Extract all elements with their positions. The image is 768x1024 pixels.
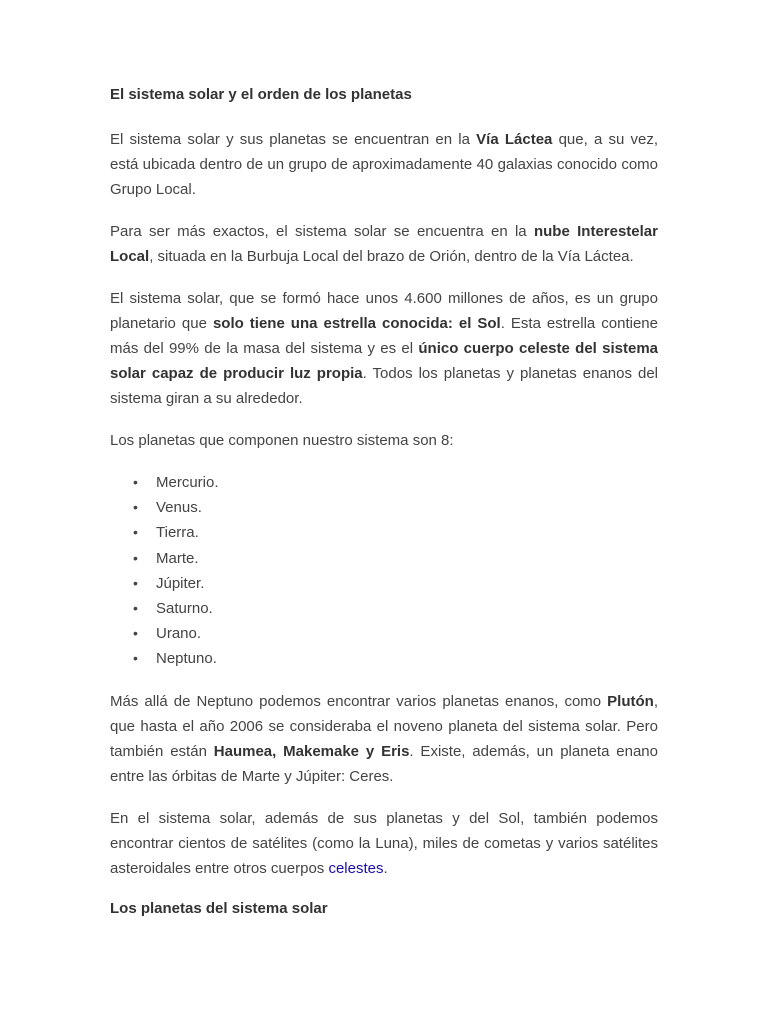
text-run: . Esta estrella contiene más del 99% de la masa del sistema y es el [110,315,658,357]
paragraph-via-lactea [110,127,658,202]
text-run: que, a su vez, está ubicada dentro de un grupo de aproximadamente 40 galaxias conocido como Grupo Local. [110,131,658,198]
planet-name: Urano. [156,625,202,643]
list-item [110,546,658,571]
bullet-icon: • [133,600,138,617]
text-run: En el sistema solar, además de sus planetas y del Sol, también podemos encontrar cientos de satélites (como la Luna), miles de cometas y varios satélites asteroidales entre otros cuerpos [110,809,658,877]
paragraph-planetas-intro: Los planetas que componen nuestro sistema son 8: [110,432,454,449]
paragraph-planetas-enanos [110,689,658,789]
list-item [110,520,658,545]
text-run: Para ser más exactos, el sistema solar se encuentra en la [110,223,534,240]
list-item [110,596,658,621]
text-run: Más allá de Neptuno podemos encontrar varios planetas enanos, como [110,692,608,710]
planet-name: Mercurio. [156,474,219,491]
text-run: , que hasta el año 2006 se consideraba el noveno planeta del sistema solar. Pero también están [110,692,658,760]
text-run: El sistema solar y sus planetas se encuentran en la [110,131,477,148]
list-item [110,495,658,520]
bullet-icon: • [133,499,138,516]
planet-name: Marte. [156,549,199,567]
bold-via-lactea: Vía Láctea [476,131,553,148]
planet-name: Saturno. [156,600,213,618]
planet-name: Neptuno. [156,650,217,668]
text-run: , situada en la Burbuja Local del brazo de Orión, dentro de la Vía Láctea. [149,248,634,265]
paragraph-nube-interestelar [110,219,658,269]
bold-haumea-makemake-eris: Haumea, Makemake y Eris [213,742,410,760]
planet-name: Júpiter. [156,574,205,592]
bullet-icon: • [133,474,138,490]
planet-name: Venus. [156,499,202,517]
text-run: . Todos los planetas y planetas enanos del sistema giran a su alrededor. [110,365,659,407]
bullet-icon: • [133,574,138,591]
paragraph-sol [110,286,658,411]
text-run: . [383,859,388,877]
text-run: El sistema solar, que se formó hace unos 4.600 millones de años, es un grupo planetario que [110,290,658,332]
section-heading-planetas: Los planetas del sistema solar [110,899,328,917]
bold-cuerpo-celeste: único cuerpo celeste del sistema solar capaz de producir luz propia [110,340,658,382]
bold-nube-interestelar: nube Interestelar Local [110,223,658,265]
document-page [110,84,658,919]
celestes-link[interactable]: celestes [328,859,384,877]
bullet-icon: • [133,625,138,642]
list-item [110,571,658,596]
list-item [110,470,658,495]
list-item [110,621,658,646]
paragraph-satelites [110,806,658,881]
text-run: . Existe, además, un planeta enano entre las órbitas de Marte y Júpiter: Ceres. [110,742,658,785]
bold-estrella-sol: solo tiene una estrella conocida: el Sol [212,315,501,332]
bullet-icon: • [133,524,138,541]
planet-list [110,470,658,672]
bold-pluton: Plutón [607,692,654,710]
bullet-icon: • [133,549,138,566]
list-item [110,646,658,671]
bullet-icon: • [133,650,138,667]
section-heading-orden: El sistema solar y el orden de los planetas [110,86,412,103]
planet-name: Tierra. [156,524,199,542]
